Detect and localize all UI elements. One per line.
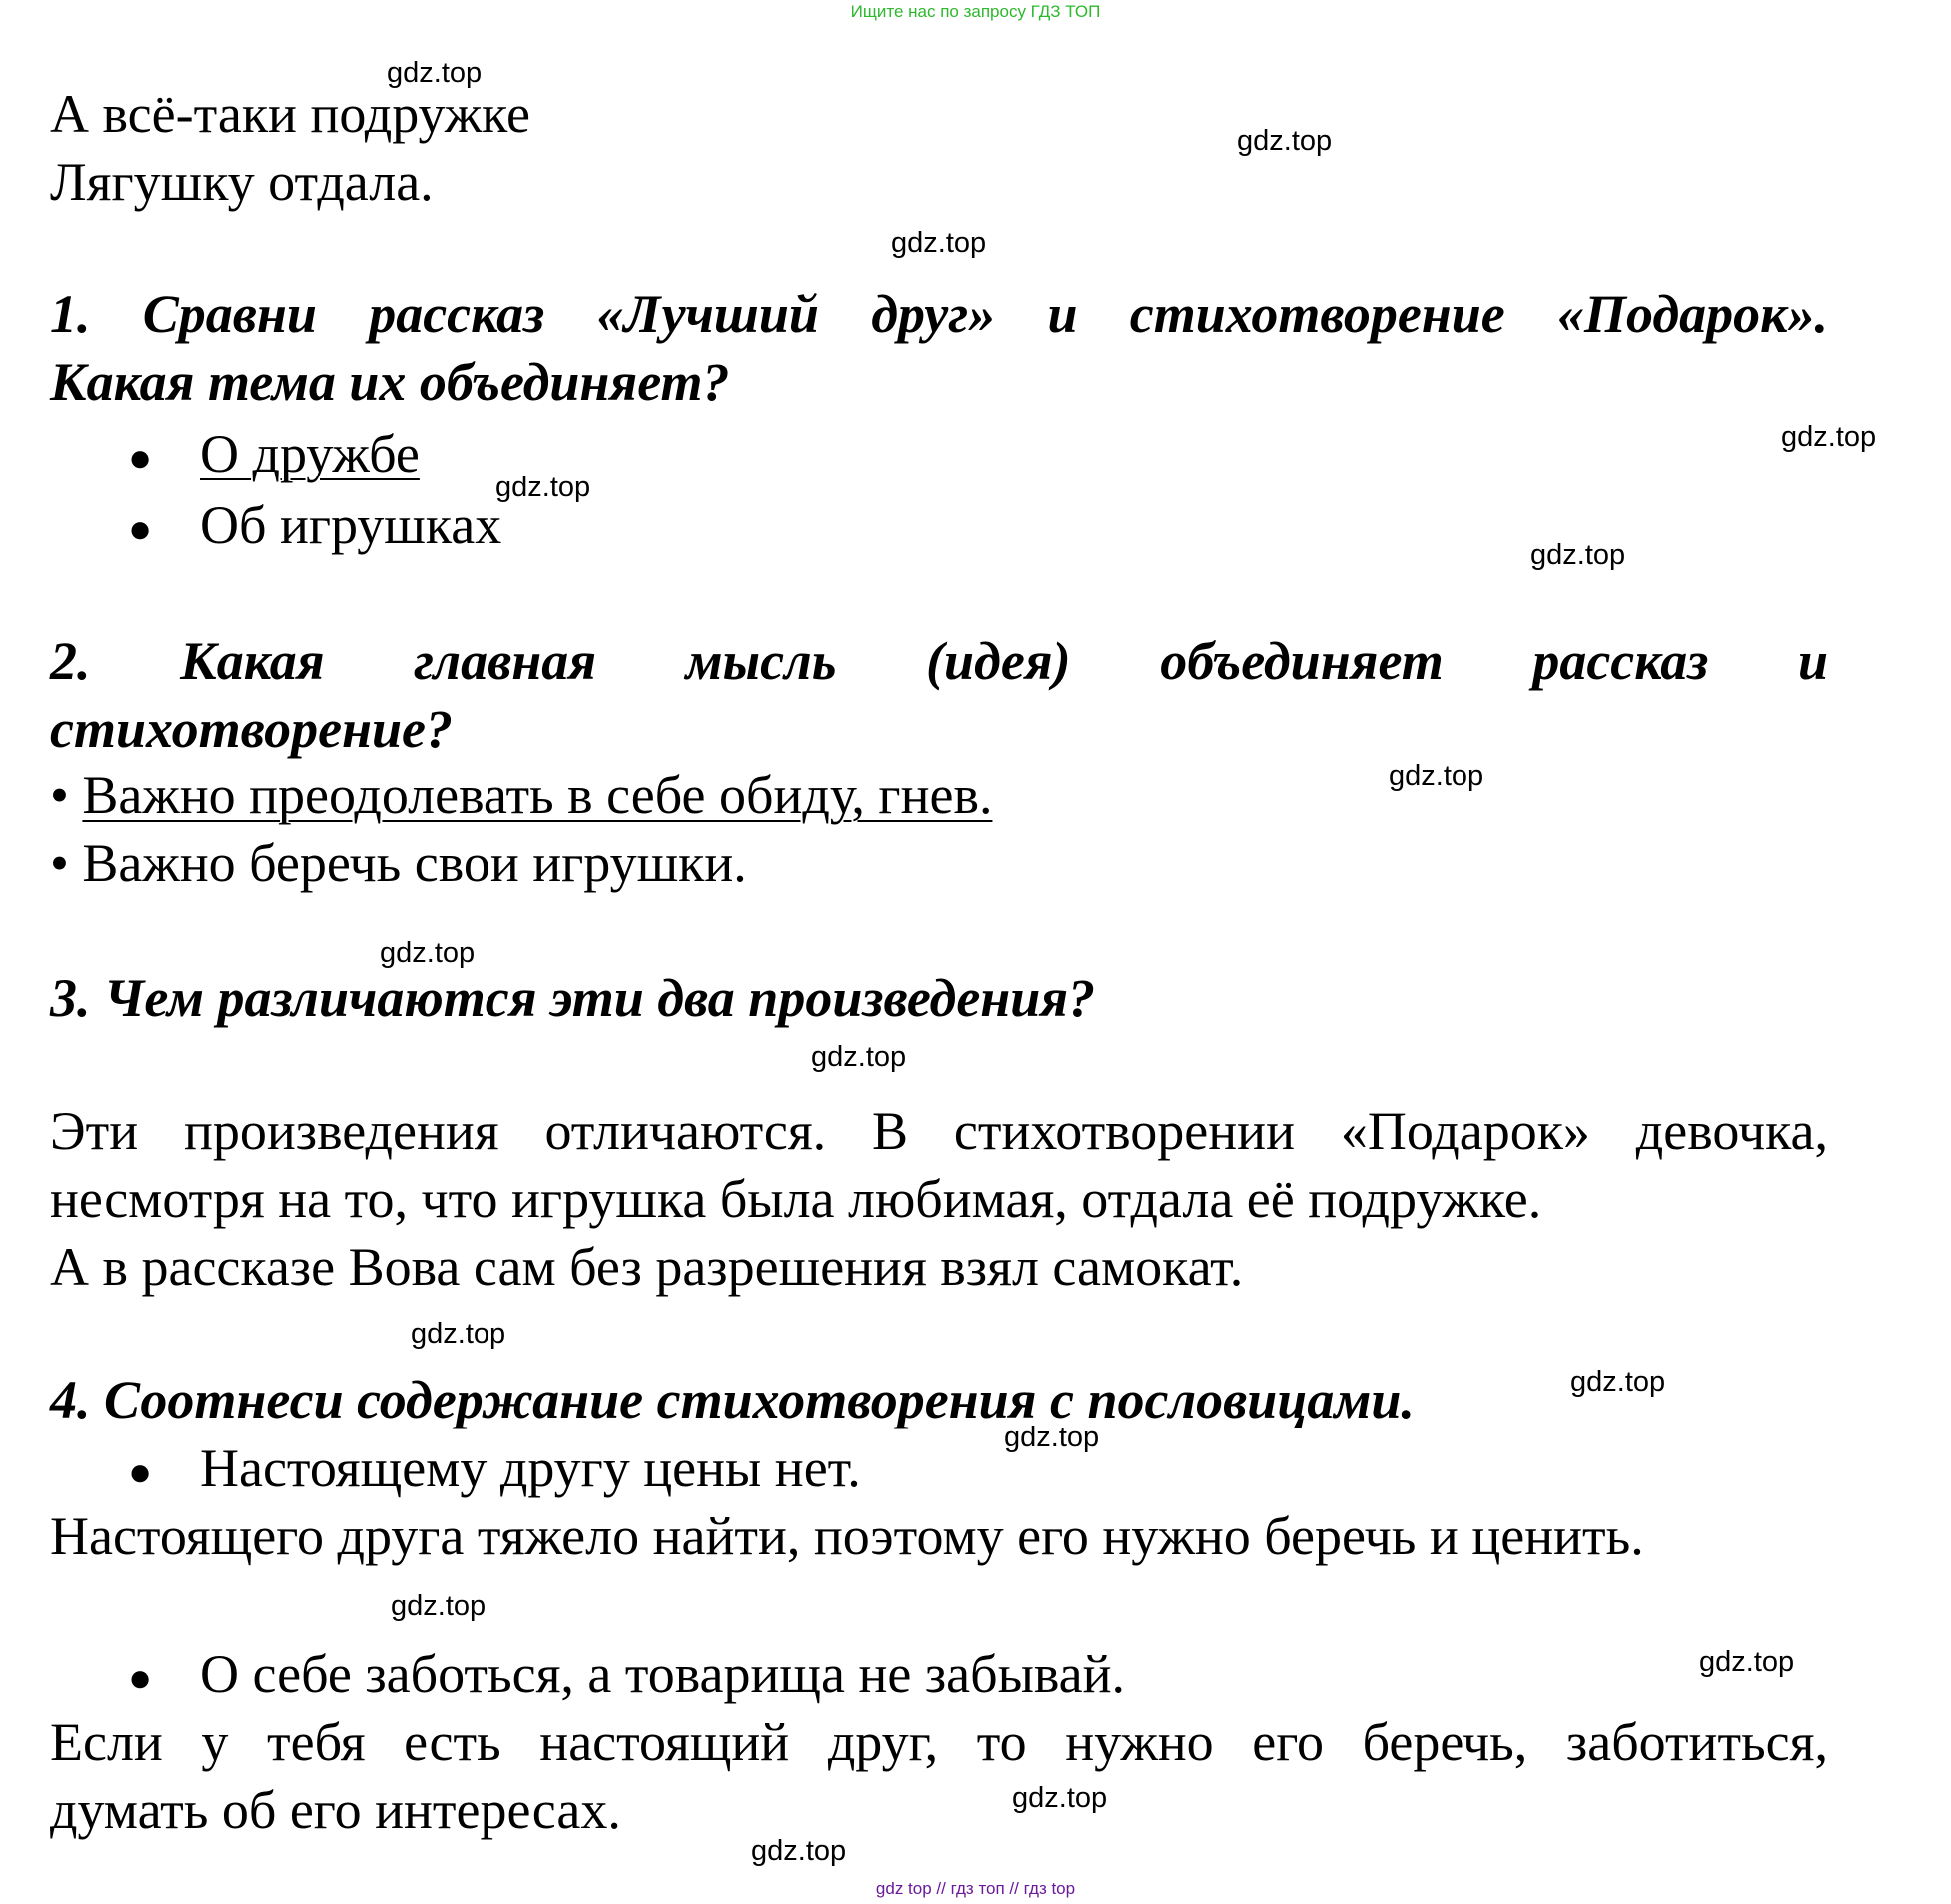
watermark: gdz.top (1530, 539, 1626, 571)
question-2-line-2: стихотворение? (50, 699, 454, 759)
bullet-dot: ● (128, 1655, 153, 1700)
top-banner[interactable]: Ищите нас по запросу ГДЗ ТОП (850, 2, 1101, 21)
watermark: gdz.top (751, 1835, 847, 1867)
question-3: 3. Чем различаются эти два произведения? (50, 968, 1096, 1028)
answer-3-line-2: несмотря на то, что игрушка была любимая, отдала её подружке. (50, 1169, 1542, 1229)
watermark: gdz.top (1237, 125, 1333, 157)
answer-3-line-1: Эти произведения отличаются. В стихотворении «Подарок» девочка, (50, 1101, 1828, 1161)
watermark: gdz.top (387, 57, 483, 89)
question-2-line-1: 2. Какая главная мысль (идея) объединяет рассказ и (50, 631, 1828, 691)
watermark: gdz.top (495, 472, 591, 503)
proverb-2: О себе заботься, а товарища не забывай. (200, 1644, 1126, 1704)
poem-line-2: Лягушку отдала. (50, 152, 434, 212)
option-friendship: О дружбе (200, 424, 420, 483)
watermark: gdz.top (891, 227, 987, 259)
answer-3-line-3: А в рассказе Вова сам без разрешения взял самокат. (50, 1237, 1244, 1297)
bullet-dot: ● (128, 506, 153, 551)
option-toys: Об игрушках (200, 495, 502, 555)
proverb-1: Настоящему другу цены нет. (200, 1438, 861, 1498)
answer-option-selected (50, 761, 992, 829)
watermark: gdz.top (391, 1590, 487, 1622)
option-keep-toys: • Важно беречь свои игрушки. (50, 833, 747, 893)
question-4: 4. Соотнеси содержание стихотворения с пословицами. (50, 1370, 1415, 1429)
watermark: gdz.top (1012, 1782, 1108, 1814)
proverb-1-explanation: Настоящего друга тяжело найти, поэтому его нужно беречь и ценить. (50, 1506, 1644, 1566)
watermark: gdz.top (1389, 760, 1484, 792)
question-1-line-2: Какая тема их объединяет? (50, 352, 730, 412)
bullet-dot: ● (128, 435, 153, 479)
proverb-2-explanation-line-1: Если у тебя есть настоящий друг, то нужно его беречь, заботиться, (50, 1712, 1828, 1772)
bullet-prefix: • (50, 765, 83, 825)
watermark: gdz.top (811, 1041, 907, 1073)
proverb-2-explanation-line-2: думать об его интересах. (50, 1780, 621, 1840)
watermark: gdz.top (411, 1318, 506, 1350)
option-overcome-anger: Важно преодолевать в себе обиду, гнев. (82, 765, 993, 825)
watermark: gdz.top (1004, 1422, 1100, 1453)
watermark: gdz.top (1570, 1366, 1666, 1398)
watermark: gdz.top (380, 937, 476, 969)
answer-option-selected (200, 420, 420, 487)
watermark: gdz.top (1699, 1646, 1795, 1678)
question-1-line-1: 1. Сравни рассказ «Лучший друг» и стихотворение «Подарок». (50, 284, 1828, 344)
footer-links[interactable]: gdz top // гдз топ // гдз top (875, 1879, 1076, 1898)
bullet-dot: ● (128, 1449, 153, 1494)
watermark: gdz.top (1781, 421, 1877, 453)
poem-line-1: А всё-таки подружке (50, 84, 531, 144)
